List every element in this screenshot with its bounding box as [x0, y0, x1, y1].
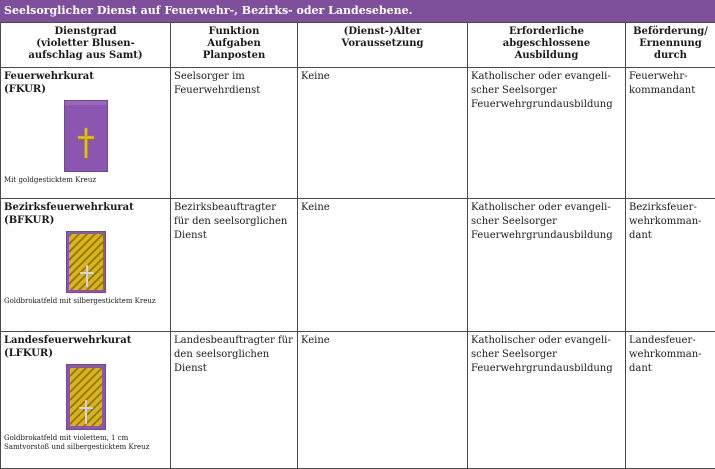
header-promotion-line: durch	[629, 50, 712, 62]
training-cell	[468, 332, 626, 469]
rank-cell	[1, 68, 171, 199]
gold-brocade-silver-cross-icon	[66, 231, 106, 293]
header-age	[298, 23, 468, 68]
header-age-line: Voraussetzung	[301, 38, 464, 50]
purple-patch-gold-cross-icon	[64, 100, 108, 172]
function-line: Landesbeauftragter für	[174, 334, 294, 348]
header-rank-line: (violetter Blusen-	[4, 38, 167, 50]
function-line: Seelsorger im	[174, 70, 294, 84]
promotion-cell	[626, 199, 715, 332]
header-promotion-line: Beförderung/	[629, 26, 712, 38]
header-rank	[1, 23, 171, 68]
age-cell: Keine	[298, 332, 468, 469]
header-function-line: Funktion	[174, 26, 294, 38]
emblem-caption: Goldbrokatfeld mit silbergesticktem Kreuz	[4, 297, 167, 306]
training-line: scher Seelsorger	[471, 215, 622, 229]
header-function-line: Aufgaben	[174, 38, 294, 50]
header-age-line: (Dienst-)Alter	[301, 26, 464, 38]
rank-abbr: (LFKUR)	[4, 347, 167, 360]
function-cell	[171, 68, 298, 199]
header-function	[171, 23, 298, 68]
training-line: Katholischer oder evangeli-	[471, 201, 622, 215]
function-cell	[171, 199, 298, 332]
header-rank-line: aufschlag aus Samt)	[4, 50, 167, 62]
training-line: Katholischer oder evangeli-	[471, 334, 622, 348]
header-rank-line: Dienstgrad	[4, 26, 167, 38]
header-function-line: Planposten	[174, 50, 294, 62]
table-row	[1, 199, 715, 332]
rank-abbr: (FKUR)	[4, 83, 167, 96]
header-training-line: Erforderliche	[471, 26, 622, 38]
promotion-line: Feuerwehr-	[629, 70, 712, 84]
function-cell	[171, 332, 298, 469]
header-training	[468, 23, 626, 68]
function-line: für den seelsorglichen	[174, 215, 294, 229]
function-line: Dienst	[174, 229, 294, 243]
promotion-cell	[626, 68, 715, 199]
header-training-line: abgeschlossene Ausbildung	[471, 38, 622, 62]
header-promotion-line: Ernennung	[629, 38, 712, 50]
training-line: Feuerwehrgrundausbildung	[471, 229, 622, 243]
promotion-cell	[626, 332, 715, 469]
rank-abbr: (BFKUR)	[4, 214, 167, 227]
ranks-table	[0, 22, 715, 469]
table-row	[1, 68, 715, 199]
function-line: Bezirksbeauftragter	[174, 201, 294, 215]
promotion-line: Bezirksfeuer-	[629, 201, 712, 215]
training-line: Feuerwehrgrundausbildung	[471, 98, 622, 112]
rank-name: Landesfeuerwehrkurat	[4, 334, 167, 347]
table-row	[1, 332, 715, 469]
promotion-line: wehrkomman-	[629, 348, 712, 362]
training-line: scher Seelsorger	[471, 348, 622, 362]
promotion-line: dant	[629, 229, 712, 243]
emblem-caption: Goldbrokatfeld mit violettem, 1 cm Samtvorstoß und silbergesticktem Kreuz	[4, 434, 167, 452]
header-row	[1, 23, 715, 68]
rank-cell	[1, 332, 171, 469]
age-cell: Keine	[298, 68, 468, 199]
emblem-caption: Mit goldgesticktem Kreuz	[4, 176, 167, 185]
rank-cell	[1, 199, 171, 332]
promotion-line: kommandant	[629, 84, 712, 98]
training-cell	[468, 68, 626, 199]
age-cell: Keine	[298, 199, 468, 332]
rank-name: Bezirksfeuerwehrkurat	[4, 201, 167, 214]
promotion-line: wehrkomman-	[629, 215, 712, 229]
table-title: Seelsorglicher Dienst auf Feuerwehr-, Bezirks- oder Landesebene.	[0, 0, 715, 22]
training-line: scher Seelsorger	[471, 84, 622, 98]
promotion-line: Landesfeuer-	[629, 334, 712, 348]
promotion-line: dant	[629, 362, 712, 376]
training-line: Katholischer oder evangeli-	[471, 70, 622, 84]
training-line: Feuerwehrgrundausbildung	[471, 362, 622, 376]
header-promotion	[626, 23, 715, 68]
function-line: Feuerwehrdienst	[174, 84, 294, 98]
training-cell	[468, 199, 626, 332]
function-line: Dienst	[174, 362, 294, 376]
rank-name: Feuerwehrkurat	[4, 70, 167, 83]
gold-brocade-violet-piping-silver-cross-icon	[66, 364, 106, 430]
function-line: den seelsorglichen	[174, 348, 294, 362]
